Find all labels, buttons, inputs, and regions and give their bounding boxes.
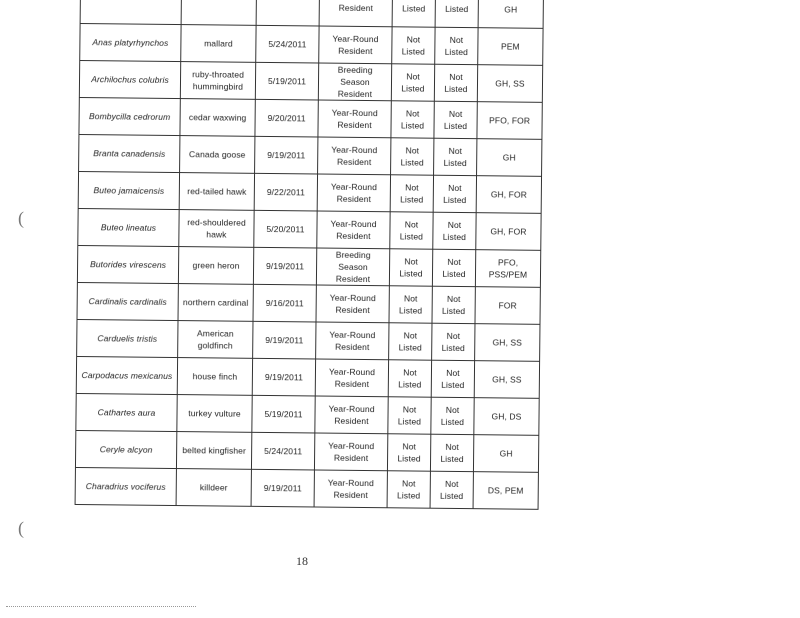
state-status-cell: Not Listed bbox=[434, 64, 477, 101]
state-status-cell: Listed bbox=[435, 0, 478, 28]
federal-status-cell: Not Listed bbox=[389, 323, 432, 360]
seasonal-status-cell: Year-Round Resident bbox=[316, 285, 389, 323]
table-row bbox=[75, 467, 538, 509]
scientific-name-cell: Carpodacus mexicanus bbox=[76, 356, 177, 394]
scan-artifact bbox=[6, 606, 196, 609]
date-observed-cell: 9/20/2011 bbox=[255, 99, 318, 137]
table-row bbox=[77, 245, 540, 287]
common-name-cell: cedar waxwing bbox=[180, 99, 255, 137]
federal-status-cell: Not Listed bbox=[387, 471, 430, 508]
state-status-cell: Not Listed bbox=[433, 212, 476, 249]
date-observed-cell bbox=[256, 0, 319, 26]
federal-status-cell: Not Listed bbox=[387, 434, 430, 471]
margin-mark: ( bbox=[18, 208, 24, 228]
table-row bbox=[75, 430, 538, 472]
date-observed-cell: 9/22/2011 bbox=[254, 173, 317, 211]
habitat-cell: GH bbox=[473, 435, 538, 473]
federal-status-cell: Not Listed bbox=[391, 101, 434, 138]
habitat-cell: GH, FOR bbox=[476, 213, 541, 251]
state-status-cell: Not Listed bbox=[431, 397, 474, 434]
common-name-cell: mallard bbox=[181, 25, 256, 63]
table-row bbox=[76, 393, 539, 435]
seasonal-status-cell: Year-Round Resident bbox=[318, 137, 391, 175]
habitat-cell: GH, SS bbox=[474, 361, 539, 399]
table-row bbox=[77, 319, 540, 361]
habitat-cell: PFO, FOR bbox=[477, 102, 542, 140]
date-observed-cell: 9/19/2011 bbox=[255, 136, 318, 174]
date-observed-cell: 9/19/2011 bbox=[252, 358, 315, 396]
federal-status-cell: Not Listed bbox=[391, 64, 434, 101]
habitat-cell: GH, SS bbox=[475, 324, 540, 362]
date-observed-cell: 5/19/2011 bbox=[252, 395, 315, 433]
state-status-cell: Not Listed bbox=[430, 434, 473, 471]
scientific-name-cell: Anas platyrhynchos bbox=[80, 24, 181, 62]
date-observed-cell: 9/16/2011 bbox=[253, 284, 316, 322]
scientific-name-cell bbox=[80, 0, 181, 25]
species-table-body bbox=[75, 0, 543, 509]
table-row bbox=[80, 24, 543, 66]
seasonal-status-cell: Year-Round Resident bbox=[317, 211, 390, 249]
state-status-cell: Not Listed bbox=[435, 27, 478, 64]
scientific-name-cell: Bombycilla cedrorum bbox=[79, 97, 180, 135]
common-name-cell bbox=[181, 0, 256, 25]
state-status-cell: Not Listed bbox=[430, 471, 473, 508]
habitat-cell: PFO, PSS/PEM bbox=[475, 250, 540, 288]
date-observed-cell: 9/19/2011 bbox=[253, 321, 316, 359]
seasonal-status-cell: Year-Round Resident bbox=[319, 26, 392, 64]
scientific-name-cell: Archilochus colubris bbox=[79, 61, 180, 99]
habitat-cell: GH bbox=[478, 0, 543, 28]
federal-status-cell: Not Listed bbox=[388, 397, 431, 434]
seasonal-status-cell: Resident bbox=[319, 0, 392, 27]
habitat-cell: PEM bbox=[478, 28, 543, 66]
table-row bbox=[79, 97, 542, 139]
table-row bbox=[79, 134, 542, 176]
federal-status-cell: Not Listed bbox=[389, 249, 432, 286]
common-name-cell: green heron bbox=[178, 247, 253, 285]
common-name-cell: turkey vulture bbox=[177, 395, 252, 433]
common-name-cell: American goldfinch bbox=[178, 321, 253, 359]
habitat-cell: GH, DS bbox=[474, 398, 539, 436]
scientific-name-cell: Cardinalis cardinalis bbox=[77, 282, 178, 320]
date-observed-cell: 5/24/2011 bbox=[251, 432, 314, 470]
scientific-name-cell: Charadrius vociferus bbox=[75, 467, 176, 505]
state-status-cell: Not Listed bbox=[434, 101, 477, 138]
habitat-cell: DS, PEM bbox=[473, 472, 538, 510]
federal-status-cell: Not Listed bbox=[392, 27, 435, 64]
seasonal-status-cell: Year-Round Resident bbox=[315, 359, 388, 397]
table-row bbox=[78, 171, 541, 213]
common-name-cell: ruby-throated hummingbird bbox=[180, 62, 255, 100]
seasonal-status-cell: Year-Round Resident bbox=[316, 322, 389, 360]
seasonal-status-cell: Year-Round Resident bbox=[314, 433, 387, 471]
state-status-cell: Not Listed bbox=[432, 323, 475, 360]
common-name-cell: Canada goose bbox=[180, 136, 255, 174]
species-table bbox=[75, 0, 544, 510]
date-observed-cell: 9/19/2011 bbox=[253, 247, 316, 285]
common-name-cell: killdeer bbox=[176, 469, 251, 507]
seasonal-status-cell: Year-Round Resident bbox=[314, 470, 387, 508]
common-name-cell: red-tailed hawk bbox=[179, 173, 254, 211]
habitat-cell: GH, SS bbox=[477, 65, 542, 103]
date-observed-cell: 5/19/2011 bbox=[255, 62, 318, 100]
date-observed-cell: 9/19/2011 bbox=[251, 469, 314, 507]
common-name-cell: house finch bbox=[177, 358, 252, 396]
scientific-name-cell: Ceryle alcyon bbox=[75, 430, 176, 468]
table-row bbox=[79, 61, 542, 103]
state-status-cell: Not Listed bbox=[433, 175, 476, 212]
habitat-cell: GH, FOR bbox=[476, 176, 541, 214]
federal-status-cell: Listed bbox=[392, 0, 435, 27]
date-observed-cell: 5/20/2011 bbox=[254, 210, 317, 248]
margin-mark: ( bbox=[18, 518, 24, 538]
common-name-cell: belted kingfisher bbox=[176, 432, 251, 470]
seasonal-status-cell: Year-Round Resident bbox=[318, 100, 391, 138]
table-row bbox=[77, 282, 540, 324]
scientific-name-cell: Buteo lineatus bbox=[78, 208, 179, 246]
state-status-cell: Not Listed bbox=[432, 249, 475, 286]
table-row bbox=[76, 356, 539, 398]
seasonal-status-cell: Year-Round Resident bbox=[315, 396, 388, 434]
page-number: 18 bbox=[296, 554, 308, 568]
scientific-name-cell: Branta canadensis bbox=[79, 134, 180, 172]
seasonal-status-cell: Breeding Season Resident bbox=[318, 63, 391, 101]
seasonal-status-cell: Breeding Season Resident bbox=[316, 248, 389, 286]
federal-status-cell: Not Listed bbox=[391, 138, 434, 175]
scientific-name-cell: Cathartes aura bbox=[76, 393, 177, 431]
habitat-cell: GH bbox=[477, 139, 542, 177]
federal-status-cell: Not Listed bbox=[390, 212, 433, 249]
common-name-cell: northern cardinal bbox=[178, 284, 253, 322]
common-name-cell: red-shouldered hawk bbox=[179, 210, 254, 248]
state-status-cell: Not Listed bbox=[431, 360, 474, 397]
scientific-name-cell: Carduelis tristis bbox=[77, 319, 178, 357]
scientific-name-cell: Butorides virescens bbox=[77, 245, 178, 283]
table-row bbox=[78, 208, 541, 250]
scientific-name-cell: Buteo jamaicensis bbox=[78, 171, 179, 209]
state-status-cell: Not Listed bbox=[434, 138, 477, 175]
date-observed-cell: 5/24/2011 bbox=[256, 25, 319, 63]
seasonal-status-cell: Year-Round Resident bbox=[317, 174, 390, 212]
federal-status-cell: Not Listed bbox=[388, 360, 431, 397]
federal-status-cell: Not Listed bbox=[389, 286, 432, 323]
federal-status-cell: Not Listed bbox=[390, 175, 433, 212]
habitat-cell: FOR bbox=[475, 287, 540, 325]
state-status-cell: Not Listed bbox=[432, 286, 475, 323]
